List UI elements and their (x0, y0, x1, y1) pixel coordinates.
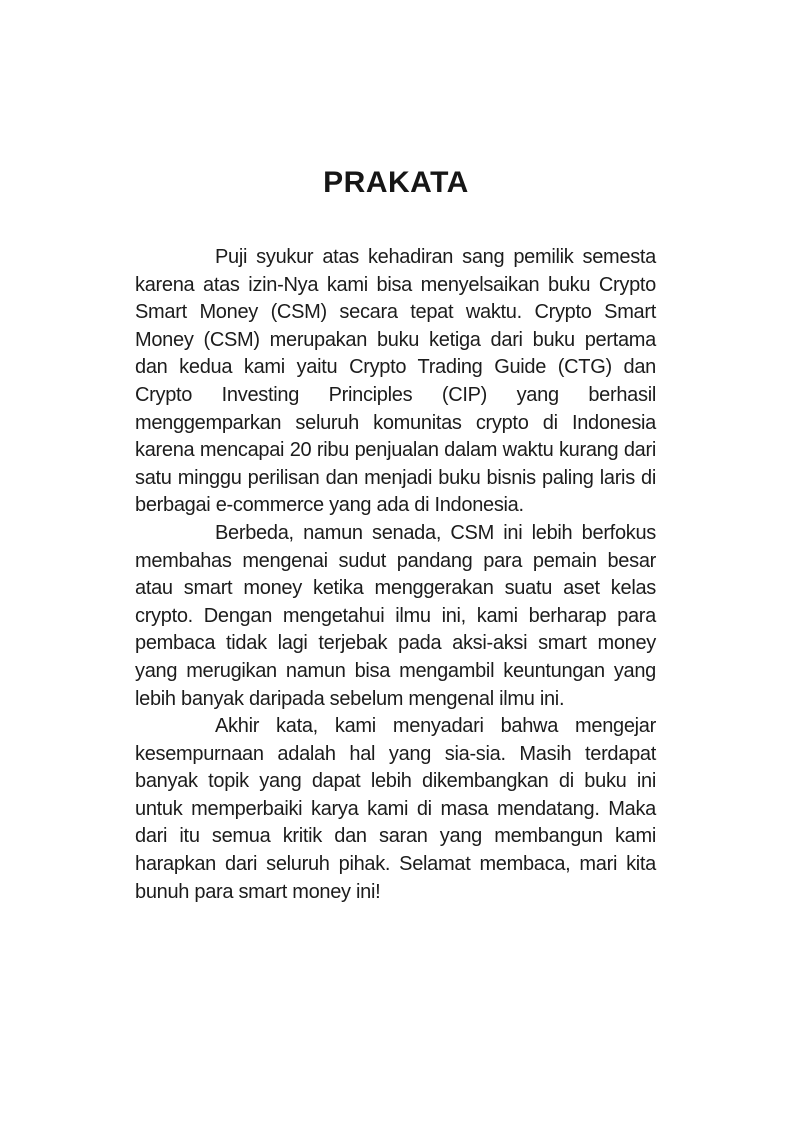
preface-text-block (135, 244, 656, 906)
preface-paragraph-1: Puji syukur atas kehadiran sang pemilik semesta karena atas izin-Nya kami bisa menyelsaikan buku Crypto Smart Money (CSM) secara tepat waktu. Crypto Smart Money (CSM) merupakan buku ketiga dari buku pertama dan kedua kami yaitu Crypto Trading Guide (CTG) dan Crypto Investing Principles (CIP) yang berhasil menggemparkan seluruh komunitas crypto di Indonesia karena mencapai 20 ribu penjualan dalam waktu kurang dari satu minggu perilisan dan menjadi buku bisnis paling laris di berbagai e-commerce yang ada di Indonesia. (135, 246, 656, 517)
page-title: PRAKATA (323, 166, 469, 199)
preface-paragraph-3: Akhir kata, kami menyadari bahwa mengejar kesempurnaan adalah hal yang sia-sia. Masih terdapat banyak topik yang dapat lebih dikembangkan di buku ini untuk memperbaiki karya kami di masa mendatang. Maka dari itu semua kritik dan saran yang membangun kami harapkan dari seluruh pihak. Selamat membaca, mari kita bunuh para smart money ini! (135, 715, 656, 903)
preface-paragraph-2: Berbeda, namun senada, CSM ini lebih berfokus membahas mengenai sudut pandang para pemain besar atau smart money ketika menggerakan suatu aset kelas crypto. Dengan mengetahui ilmu ini, kami berharap para pembaca tidak lagi terjebak pada aksi-aksi smart money yang merugikan namun bisa mengambil keuntungan yang lebih banyak daripada sebelum mengenal ilmu ini. (135, 521, 656, 710)
